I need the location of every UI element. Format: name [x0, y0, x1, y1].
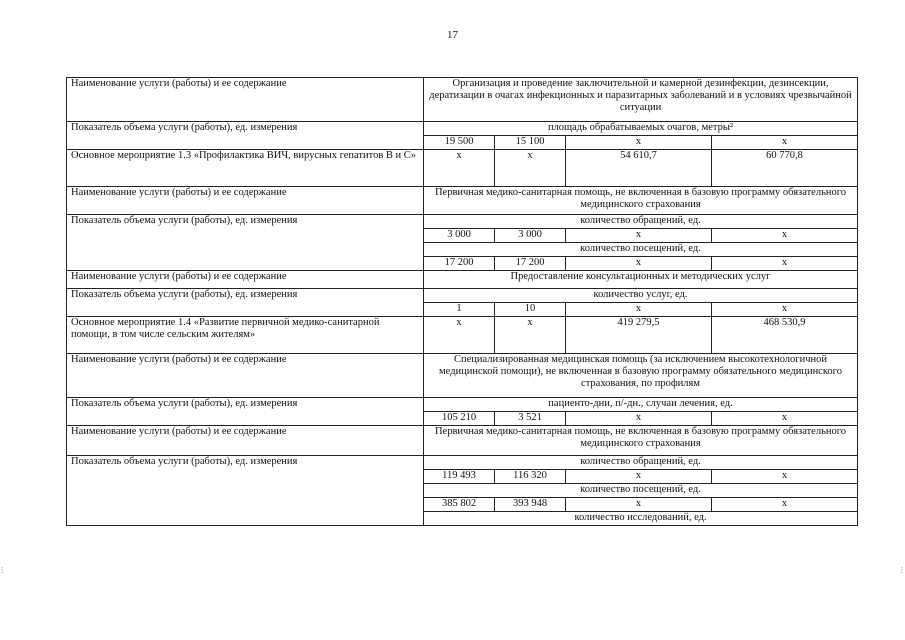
unit-of-measure: площадь обрабатываемых очагов, метры²	[424, 122, 858, 136]
left-edge-mark: ⁞	[1, 566, 4, 575]
service-name-label: Наименование услуги (работы) и ее содержание	[67, 271, 424, 289]
event-value-cell: х	[424, 150, 495, 187]
page-number: 17	[447, 29, 458, 41]
unit-of-measure: количество исследований, ед.	[424, 512, 858, 526]
indicator-value-cell: х	[566, 229, 712, 243]
unit-row	[67, 398, 858, 412]
unit-row	[67, 456, 858, 470]
service-description: Специализированная медицинская помощь (за исключением высокотехнологичной медицинской помощи), не включенная в базовую программу обязательного медицинского страхования, по профилям	[424, 354, 858, 398]
indicator-label: Показатель объема услуги (работы), ед. измерения	[67, 215, 424, 271]
indicator-value-cell: 15 100	[495, 136, 566, 150]
indicator-value-cell: х	[712, 303, 858, 317]
indicator-value-cell: 17 200	[495, 257, 566, 271]
event-label: Основное мероприятие 1.4 «Развитие первичной медико-санитарной помощи, в том числе сельским жителям»	[67, 317, 424, 354]
event-value-cell: х	[495, 150, 566, 187]
indicator-value-cell: х	[712, 412, 858, 426]
indicator-value-cell: 393 948	[495, 498, 566, 512]
indicator-value-cell: 105 210	[424, 412, 495, 426]
indicator-value-cell: х	[712, 257, 858, 271]
event-value-cell: 54 610,7	[566, 150, 712, 187]
indicator-label: Показатель объема услуги (работы), ед. измерения	[67, 122, 424, 150]
service-row	[67, 78, 858, 122]
event-value-cell: х	[424, 317, 495, 354]
indicator-value-cell: х	[712, 229, 858, 243]
service-name-label: Наименование услуги (работы) и ее содержание	[67, 354, 424, 398]
indicator-value-cell: 3 000	[495, 229, 566, 243]
indicator-value-cell: 116 320	[495, 470, 566, 484]
event-value-cell: 60 770,8	[712, 150, 858, 187]
indicator-value-cell: 385 802	[424, 498, 495, 512]
indicator-label: Показатель объема услуги (работы), ед. измерения	[67, 398, 424, 426]
indicator-value-cell: х	[566, 498, 712, 512]
indicator-value-cell: 3 521	[495, 412, 566, 426]
indicator-value-cell: х	[712, 470, 858, 484]
indicator-value-cell: 19 500	[424, 136, 495, 150]
service-row	[67, 271, 858, 289]
indicator-label: Показатель объема услуги (работы), ед. измерения	[67, 456, 424, 526]
service-row	[67, 354, 858, 398]
indicator-value-cell: 3 000	[424, 229, 495, 243]
unit-row	[67, 215, 858, 229]
indicator-value-cell: 10	[495, 303, 566, 317]
indicator-value-cell: 1	[424, 303, 495, 317]
indicator-value-cell: х	[566, 303, 712, 317]
event-row	[67, 317, 858, 354]
indicator-value-cell: х	[712, 498, 858, 512]
indicator-value-cell: 17 200	[424, 257, 495, 271]
unit-of-measure: количество обращений, ед.	[424, 456, 858, 470]
event-value-cell: 419 279,5	[566, 317, 712, 354]
event-value-cell: х	[495, 317, 566, 354]
right-edge-mark: ⁞	[900, 566, 903, 575]
indicator-value-cell: х	[712, 136, 858, 150]
unit-of-measure: пациенто-дни, п/-дн., случаи лечения, ед.	[424, 398, 858, 412]
unit-of-measure: количество посещений, ед.	[424, 243, 858, 257]
unit-of-measure: количество обращений, ед.	[424, 215, 858, 229]
service-description: Организация и проведение заключительной и камерной дезинфекции, дезинсекции, дератизации в очагах инфекционных и паразитарных заболеваний и в условиях чрезвычайной ситуации	[424, 78, 858, 122]
service-description: Предоставление консультационных и методических услуг	[424, 271, 858, 289]
indicator-value-cell: 119 493	[424, 470, 495, 484]
service-row	[67, 187, 858, 215]
service-name-label: Наименование услуги (работы) и ее содержание	[67, 187, 424, 215]
unit-row	[67, 289, 858, 303]
unit-of-measure: количество посещений, ед.	[424, 484, 858, 498]
services-table	[66, 77, 858, 526]
indicator-value-cell: х	[566, 136, 712, 150]
indicator-value-cell: х	[566, 470, 712, 484]
service-name-label: Наименование услуги (работы) и ее содержание	[67, 426, 424, 456]
service-row	[67, 426, 858, 456]
service-name-label: Наименование услуги (работы) и ее содержание	[67, 78, 424, 122]
service-description: Первичная медико-санитарная помощь, не включенная в базовую программу обязательного медицинского страхования	[424, 187, 858, 215]
event-label: Основное мероприятие 1.3 «Профилактика ВИЧ, вирусных гепатитов В и С»	[67, 150, 424, 187]
unit-of-measure: количество услуг, ед.	[424, 289, 858, 303]
indicator-value-cell: х	[566, 412, 712, 426]
event-row	[67, 150, 858, 187]
unit-row	[67, 122, 858, 136]
event-value-cell: 468 530,9	[712, 317, 858, 354]
service-description: Первичная медико-санитарная помощь, не включенная в базовую программу обязательного медицинского страхования	[424, 426, 858, 456]
indicator-label: Показатель объема услуги (работы), ед. измерения	[67, 289, 424, 317]
indicator-value-cell: х	[566, 257, 712, 271]
